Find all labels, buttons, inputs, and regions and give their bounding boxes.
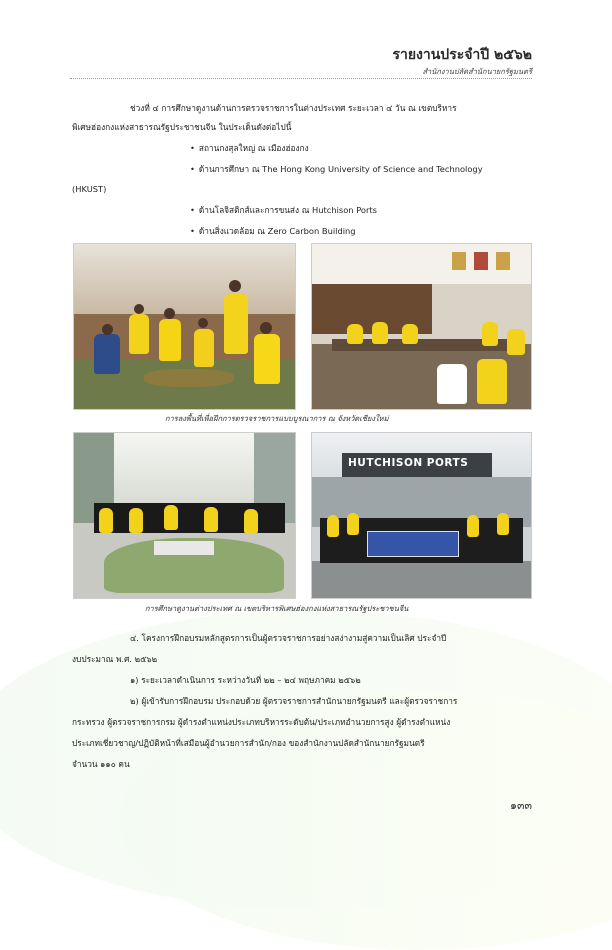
header-divider <box>70 78 532 79</box>
page-number: ๑๓๓ <box>509 799 532 812</box>
period-line-1: ช่วงที่ ๔ การศึกษาดูงานด้านการตรวจราชการในต่างประเทศ ระยะเวลา ๔ วัน ณ เขตบริหาร <box>130 103 457 113</box>
bullet-item: • สถานกงสุลใหญ่ ณ เมืองฮ่องกง <box>190 142 309 154</box>
section4-heading-cont: งบประมาณ พ.ศ. ๒๕๖๒ <box>72 654 158 664</box>
section4-item-2-cont: จำนวน ๑๑๐ คน <box>72 759 130 769</box>
section4-heading: ๔. โครงการฝึกอบรมหลักสูตรการเป็นผู้ตรวจราชการอย่างสง่างามสู่ความเป็นเลิศ ประจำปี <box>130 633 447 643</box>
bullet-item: • ด้านสิ่งแวดล้อม ณ Zero Carbon Building <box>190 225 356 237</box>
photo-hutchison-ports <box>311 432 532 599</box>
section4-item-2: ๒) ผู้เข้ารับการฝึกอบรม ประกอบด้วย ผู้ตรวจราชการสำนักนายกรัฐมนตรี และผู้ตรวจราชการ <box>130 696 458 706</box>
period-line-2: พิเศษฮ่องกงแห่งสาธารณรัฐประชาชนจีน ในประเด็นดังต่อไปนี้ <box>72 122 292 132</box>
bullet-item: • ด้านโลจิสติกส์และการขนส่ง ณ Hutchison Ports <box>190 204 377 216</box>
hkust-label: (HKUST) <box>72 184 107 194</box>
photo-caption-chiangmai: การลงพื้นที่เพื่อฝึกการตรวจราชการแบบบูรณาการ ณ จังหวัดเชียงใหม่ <box>165 414 389 423</box>
photo-campus-model <box>73 432 296 599</box>
photo-meeting-room <box>311 243 532 410</box>
photo-caption-hongkong: การศึกษาดูงานต่างประเทศ ณ เขตบริหารพิเศษฮ่องกงแห่งสาธารณรัฐประชาชนจีน <box>145 604 409 613</box>
bullet-item: • ด้านการศึกษา ณ The Hong Kong University of Science and Technology <box>190 163 483 175</box>
photo-workshop-1 <box>73 243 296 410</box>
hutchison-sign: HUTCHISON PORTS <box>348 457 469 469</box>
report-title: รายงานประจำปี ๒๕๖๒ <box>392 47 532 63</box>
section4-item-2-cont: ประเภทเชี่ยวชาญ/ปฏิบัติหน้าที่เสมือนผู้อำนวยการสำนัก/กอง ของสำนักงานปลัดสำนักนายกรัฐมนตรี <box>72 738 425 748</box>
section4-item-2-cont: กระทรวง ผู้ตรวจราชการกรม ผู้ดำรงตำแหน่งประเภทบริหารระดับต้น/ประเภทอำนวยการสูง ผู้ดำรงตำแหน่ง <box>72 717 451 727</box>
section4-item-1: ๑) ระยะเวลาดำเนินการ ระหว่างวันที่ ๒๒ – ๒๔ พฤษภาคม ๒๕๖๒ <box>130 675 361 685</box>
report-subtitle: สำนักงานปลัดสำนักนายกรัฐมนตรี <box>422 67 532 76</box>
